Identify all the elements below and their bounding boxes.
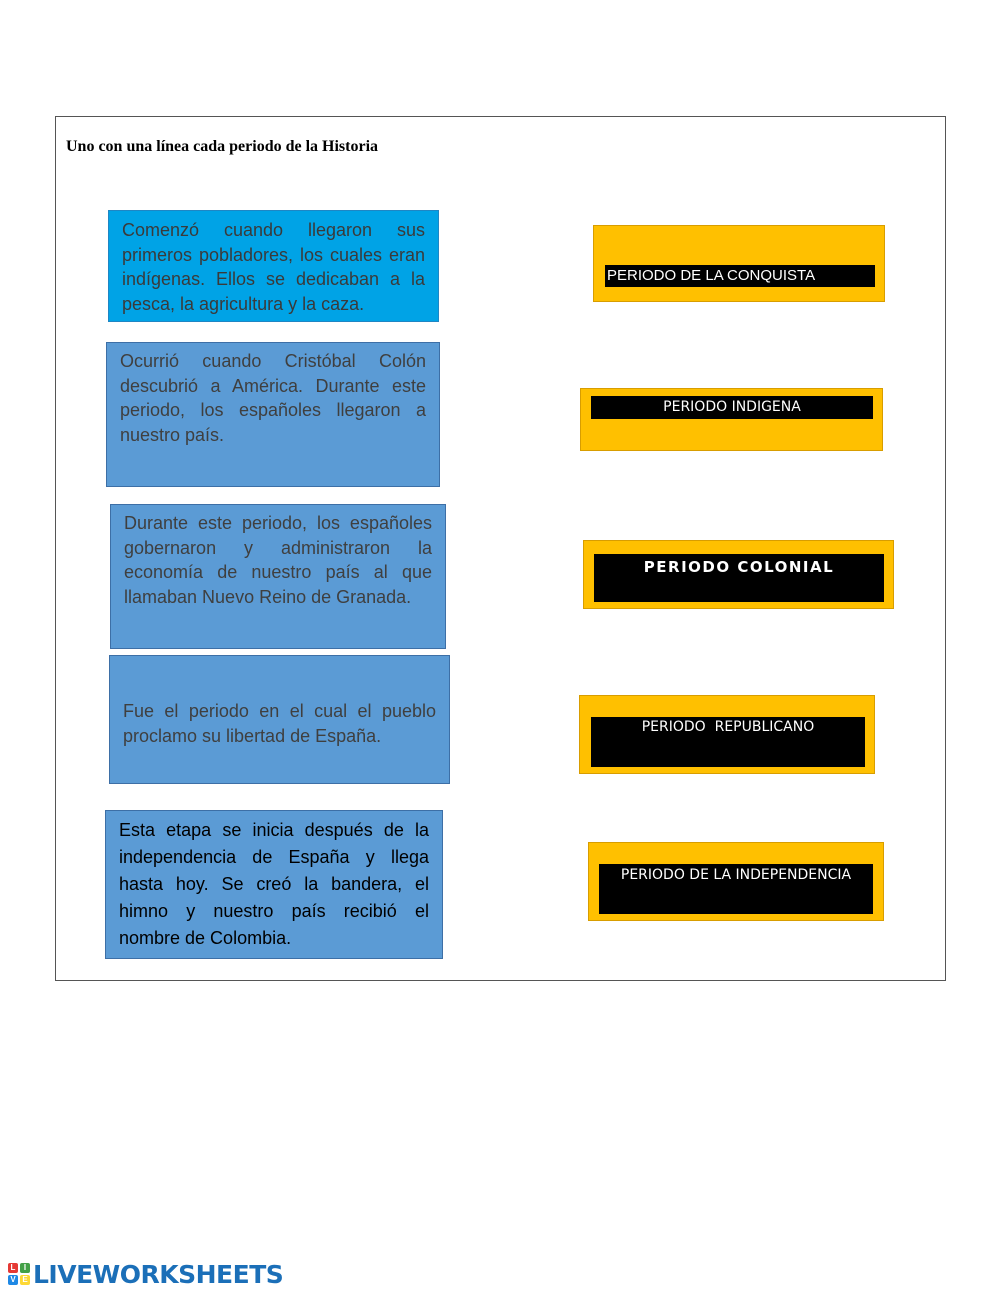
period-label-5: PERIODO DE LA INDEPENDENCIA bbox=[599, 864, 873, 914]
period-label-1: PERIODO DE LA CONQUISTA bbox=[605, 265, 875, 287]
period-box-1[interactable] bbox=[593, 225, 885, 302]
description-box-2[interactable]: Ocurrió cuando Cristóbal Colón descubrió a América. Durante este periodo, los españoles llegaron a nuestro país. bbox=[106, 342, 440, 487]
description-box-1[interactable]: Comenzó cuando llegaron sus primeros pobladores, los cuales eran indígenas. Ellos se dedicaban a la pesca, la agricultura y la caza. bbox=[108, 210, 439, 322]
description-box-3[interactable]: Durante este periodo, los españoles gobernaron y administraron la economía de nuestro país al que llamaban Nuevo Reino de Granada. bbox=[110, 504, 446, 649]
period-box-2[interactable] bbox=[580, 388, 883, 451]
liveworksheets-logo-icon: L I V E bbox=[8, 1263, 30, 1285]
period-label-4: PERIODO REPUBLICANO bbox=[591, 717, 865, 767]
period-box-5[interactable] bbox=[588, 842, 884, 921]
period-label-2: PERIODO INDIGENA bbox=[591, 396, 873, 419]
period-box-4[interactable] bbox=[579, 695, 875, 774]
instruction-title: Uno con una línea cada periodo de la Historia bbox=[66, 138, 379, 155]
period-box-3[interactable] bbox=[583, 540, 894, 609]
description-box-5[interactable]: Esta etapa se inicia después de la independencia de España y llega hasta hoy. Se creó la bandera, el himno y nuestro país recibió el nombre de Colombia. bbox=[105, 810, 443, 959]
period-label-3: PERIODO COLONIAL bbox=[594, 554, 884, 602]
logo-text: LIVEWORKSHEETS bbox=[33, 1259, 284, 1289]
liveworksheets-logo[interactable] bbox=[8, 1259, 283, 1289]
description-box-4[interactable]: Fue el periodo en el cual el pueblo proclamo su libertad de España. bbox=[109, 655, 450, 784]
